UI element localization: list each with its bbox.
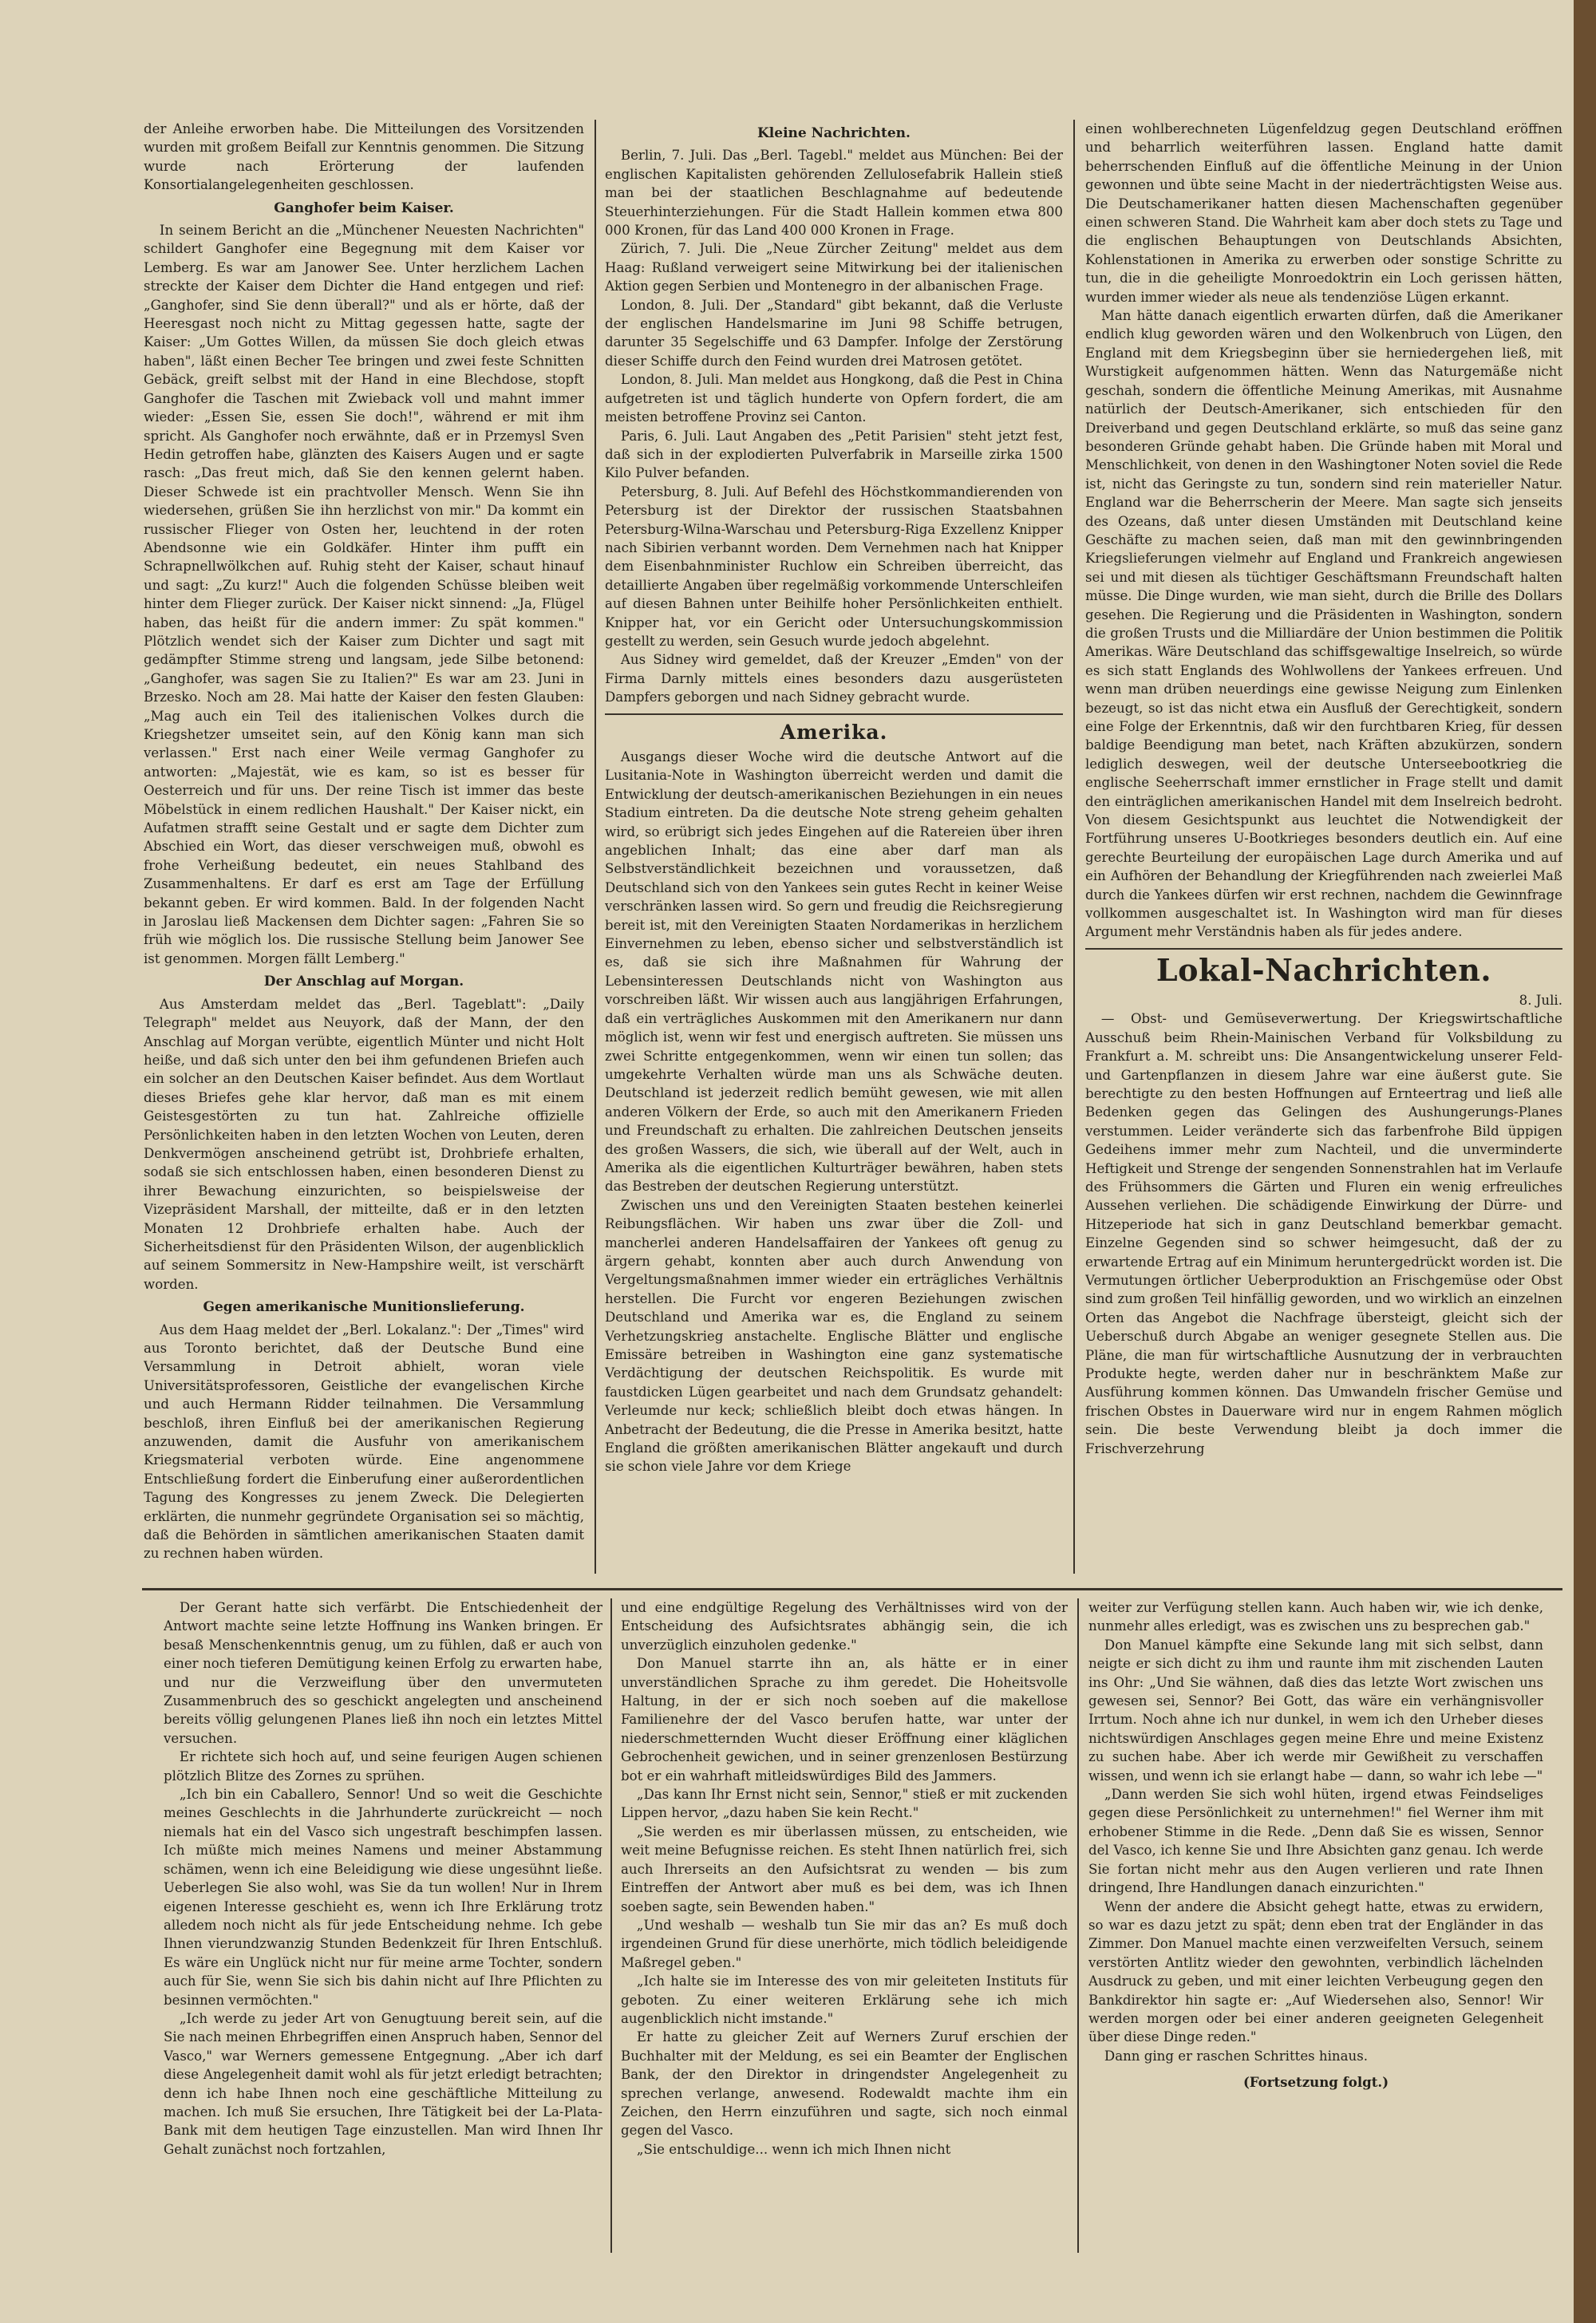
novel-c1-p4: „Ich werde zu jeder Art von Genugtuung bereit sein, auf die Sie nach meinen Ehrbegriffen einen Anspruch haben, Sennor del Vasco," war Werners gemessene Entgegnung. „Aber ich darf diese Angelegenheit damit wohl als für jetzt erledigt betrachten; denn ich habe Ihnen noch eine geschäftliche Mitteilung zu machen. Ich muß Sie ersuchen, Ihre Tätigkeit bei der La-Plata-Bank mit dem heutigen Tage einzustellen. Man wird Ihnen Ihr Gehalt zunächst noch fortzahlen, — [164, 2010, 602, 2157]
anleihe-paragraph: der Anleihe erworben habe. Die Mitteilungen des Vorsitzenden wurden mit großem Beifall zur Kenntnis genommen. Die Sitzung wurde nach Erörterung der laufenden Konsortialangelegenheiten geschlossen. — [144, 121, 584, 193]
column-2 — [605, 120, 1063, 1572]
novel-c2-p7: Er hatte zu gleicher Zeit auf Werners Zuruf erschien der Buchhalter mit der Meldung, es sei ein Beamter der Englischen Bank, der den Direktor in dringendster Angelegenheit zu sprechen verlange, anwesend. Rodewaldt machte ihm ein Zeichen, den Herrn einzuführen und sagte, sich noch einmal gegen del Vasco. — [621, 2029, 1068, 2139]
novel-c2-p5: „Und weshalb — weshalb tun Sie mir das an? Es muß doch irgendeinen Grund für diese unerhörte, mich tödlich beleidigende Maßregel geben." — [621, 1917, 1068, 1970]
novel-c2-p8: „Sie entschuldige... wenn ich mich Ihnen nicht — [636, 2141, 951, 2157]
lokal-article: — Obst- und Gemüseverwertung. Der Kriegswirtschaftliche Ausschuß beim Rhein-Mainischen Verband für Volksbildung zu Frankfurt a. M. schreibt uns: Die Ansangentwickelung unserer Feld- und Gartenpflanzen in diesem Jahre war eine äußerst gute. Sie berechtigte zu den besten Hoffnungen auf Ernteertrag und ließ alle Bedenken gegen das Gelingen des Aushungerungs-Planes verstummen. Leider veränderte sich das farbenfrohe Bild üppigen Gedeihens immer mehr zum Nachteil, und die unverminderte Heftigkeit und Strenge der sengenden Sonnenstrahlen hat im Verlaufe des Frühsommers die Gärten und Fluren ein wenig erfreuliches Aussehen verliehen. Die schädigende Einwirkung der Dürre- und Hitzeperiode hat sich in ganz Deutschland bemerkbar gemacht. Einzelne Gegenden sind so schwer heimgesucht, daß der zu erwartende Ertrag auf ein Minimum heruntergedrückt worden ist. Die Vermutungen örtlicher Ueberproduktion an Frischgemüse oder Obst sind zum großen Teil hinfällig geworden, und wo wirklich an einzelnen Orten das Angebot die Nachfrage übersteigt, gleicht sich der Ueberschuß durch Abgabe an weniger gesegnete Stellen aus. Die Pläne, die man für wirtschaftliche Ausnutzung der in verbrauchten Produkte hegte, werden daher nur in beschränktem Maße zur Ausführung kommen können. Das Umwandeln frischer Gemüse und frischen Obstes in Dauerware wird nur in engem Rahmen möglich sein. Die beste Verwendung bleibt ja doch immer die Frischverzehrung — [1085, 1011, 1562, 1456]
news-petersburg: Petersburg, 8. Juli. Auf Befehl des Höchstkommandierenden von Petersburg ist der Direktor der russischen Staatsbahnen Petersburg-Wilna-Warschau und Petersburg-Riga Exzellenz Knipper nach Sibirien verbannt worden. Dem Vernehmen nach hat Knipper dem Eisenbahnminister Ruchlow ein Schreiben überreicht, das detaillierte Angaben über regelmäßig vorkommende Unterschleifen auf diesen Bahnen unter Beihilfe hoher Persönlichkeiten enthielt. Knipper hat, vor ein Gericht oder Untersuchungskommission gestellt zu werden, sein Gesuch wurde jedoch abgelehnt. — [605, 484, 1063, 649]
novel-c1-p1: Der Gerant hatte sich verfärbt. Die Entschiedenheit der Antwort machte seine letzte Hoffnung ins Wanken bringen. Er besaß Menschenkenntnis genug, um zu fühlen, daß er auch von einer noch tieferen Demütigung keinen Erfolg zu erwarten habe, und nur die Verzweiflung über den unvermuteten Zusammenbruch des so geschickt angelegten und anscheinend bereits völlig gelungenen Planes ließ ihn noch ein letztes Mittel versuchen. — [164, 1600, 602, 1746]
novel-c2-p4: „Sie werden es mir überlassen müssen, zu entscheiden, wie weit meine Befugnisse reichen. Es steht Ihnen natürlich frei, sich auch Ihrerseits an den Aufsichtsrat zu wenden — bis zum Eintreffen der Antwort aber muß es bei dem, was ich Ihnen soeben sagte, sein Bewenden haben." — [621, 1823, 1068, 1914]
ganghofer-article: In seinem Bericht an die „Münchener Neuesten Nachrichten" schildert Ganghofer eine Begegnung mit dem Kaiser vor Lemberg. Es war am Janower See. Unter herzlichem Lachen streckte der Kaiser dem Dichter die Hand entgegen und rief: „Ganghofer, sind Sie denn überall?" und als er hörte, daß der Heeresgast noch nicht zu Mittag gegessen hatte, sagte der Kaiser: „Um Gottes Willen, da müssen Sie doch gleich etwas haben", läßt einen Becher Tee bringen und zwei feste Schnitten Gebäck, greift selbst mit der Hand in eine Blechdose, stopft Ganghofer die Taschen mit Zwieback voll und mahnt immer wieder: „Essen Sie, essen Sie doch!", während er mit ihm spricht. Als Ganghofer noch erwähnte, daß er in Przemysl Sven Hedin getroffen habe, glänzten des Kaisers Augen und er sagte rasch: „Das freut mich, daß Sie den kennen gelernt haben. Dieser Schwede ist ein prachtvoller Mensch. Wenn Sie ihn wiedersehen, grüßen Sie ihn herzlichst von mir." Da kommt ein russischer Flieger von Osten her, leuchtend in der roten Abendsonne wie ein Goldkäfer. Hinter ihm pufft ein Schrapnellwölkchen auf. Ruhig steht der Kaiser, schaut hinauf und sagt: „Zu kurz!" Auch die folgenden Schüsse bleiben weit hinter dem Flieger zurück. Der Kaiser nickt sinnend: „Ja, Flügel haben, das heißt für die andern immer: Zu spät kommen." Plötzlich wendet sich der Kaiser zum Dichter und sagt mit gedämpfter Stimme streng und langsam, jede Silbe betonend: „Ganghofer, was sagen Sie zu Italien?" Es war am 23. Juni in Brzesko. Noch am 28. Mai hatte der Kaiser den festen Glauben: „Mag auch ein Teil des italienischen Volkes durch die Kriegshetzer umseitet sein, auf den König kann man sich verlassen." Erst nach einer Weile vermag Ganghofer zu antworten: „Majestät, wie es kam, so ist es besser für Oesterreich und für uns. Der reine Tisch ist immer das beste Möbelstück in einem redlichen Haushalt." Der Kaiser nickt, ein Aufatmen strafft seine Gestalt und er sagte dem Dichter zum Abschied ein Wort, das dieser verschweigen muß, obwohl es frohe Verheißung bedeutet, ein neues Stahlband des Zusammenhaltens. Er darf es erst am Tage der Erfüllung bekannt geben. Er wird kommen. Bald. In der folgenden Nacht in Jaroslau ließ Mackensen dem Dichter sagen: „Fahren Sie so früh wie möglich los. Die russische Stellung beim Janower See ist genommen. Morgen fällt Lemberg." — [144, 223, 584, 966]
section-rule — [605, 713, 1063, 715]
news-berlin: Berlin, 7. Juli. Das „Berl. Tagebl." meldet aus München: Bei der englischen Kapitalisten gehörenden Zellulosefabrik Hallein stieß man bei der staatlichen Beschlagnahme auf bedeutende Steuerhinterziehungen. Für die Stadt Hallein kommen etwa 800 000 Kronen, für das Land 400 000 Kronen in Frage. — [605, 148, 1063, 239]
novel-divider-2 — [1077, 1598, 1079, 2253]
novel-column-1 — [164, 1598, 602, 2277]
novel-c2-p2: Don Manuel starrte ihn an, als hätte er in einer unverständlichen Sprache zu ihm geredet. Die Hoheitsvolle Haltung, in der er sich noch soeben auf die makellose Familienehre der del Vasco berufen hatte, war unter der niederschmetternden Wucht dieser Eröffnung einer kläglichen Gebrochenheit gewichen, und in seiner grenzenlosen Bestürzung bot er ein wahrhaft mitleidswürdiges Bild des Jammers. — [621, 1656, 1068, 1784]
heading-ganghofer: Ganghofer beim Kaiser. — [274, 200, 454, 216]
anschlag-article: Aus Amsterdam meldet das „Berl. Tageblatt": „Daily Telegraph" meldet aus Neuyork, daß der Mann, der den Anschlag auf Morgan verübte, eigentlich Münter und nicht Holt heiße, und daß sich unter den bei ihm gefundenen Briefen auch ein solcher an den Deutschen Kaiser befindet. Aus dem Wortlaut dieses Briefes gehe klar hervor, daß man es mit einem Geistesgestörten zu tun hat. Zahlreiche offizielle Persönlichkeiten haben in den letzten Wochen von Leuten, deren Denkvermögen anscheinend getrübt ist, Drohbriefe erhalten, sodaß sie sich entschlossen haben, einen besonderen Dienst zu ihrer Bewachung einzurichten, so beispielsweise der Vizepräsident Marshall, der mitteilte, daß er in den letzten Monaten 12 Drohbriefe erhalten habe. Auch der Sicherheitsdienst für den Präsidenten Wilson, der augenblicklich auf seinem Sommersitz in New-Hampshire weilt, ist verschärft worden. — [144, 996, 584, 1292]
novel-c3-p5: Dann ging er raschen Schrittes hinaus. — [1104, 2048, 1368, 2064]
heading-anschlag: Der Anschlag auf Morgan. — [263, 974, 464, 990]
column-1 — [144, 120, 584, 1572]
novel-c2-p6: „Ich halte sie im Interesse des von mir geleiteten Instituts für geboten. Zu einer weiteren Erklärung sehe ich mich augenblicklich nicht imstande." — [621, 1973, 1068, 2026]
lokal-date: 8. Juli. — [1519, 992, 1562, 1008]
novel-column-3 — [1088, 1598, 1543, 2277]
news-zuerich: Zürich, 7. Juli. Die „Neue Zürcher Zeitung" meldet aus dem Haag: Rußland verweigert seine Mitwirkung bei der italienischen Aktion gegen Serbien und Montenegro in der albanischen Frage. — [605, 241, 1063, 294]
novel-c3-p2: Don Manuel kämpfte eine Sekunde lang mit sich selbst, dann neigte er sich dicht zu ihm und raunte ihm mit zischenden Lauten ins Ohr: „Und Sie wähnen, daß dies das letzte Wort zwischen uns gewesen sei, Sennor? Bei Gott, das wäre ein verhängnisvoller Irrtum. Noch ahne ich nur dunkel, in wem ich den Urheber dieses nichtswürdigen Anschlages gegen meine Ehre und meine Existenz zu suchen habe. Aber ich werde mir Gewißheit zu verschaffen wissen, und wenn ich sie erlangt habe — dann, so wahr ich lebe —" — [1088, 1637, 1543, 1784]
novel-divider-1 — [610, 1598, 612, 2253]
column-3 — [1085, 120, 1562, 1572]
section-rule-lokal — [1085, 948, 1562, 950]
column-divider-2 — [1073, 120, 1075, 1574]
heading-lokal-nachrichten: Lokal-Nachrichten. — [1156, 951, 1492, 988]
amerika-paragraph-1: Ausgangs dieser Woche wird die deutsche Antwort auf die Lusitania-Note in Washington überreicht werden und damit die Entwicklung der deutsch-amerikanischen Beziehungen in ein neues Stadium eintreten. Da die deutsche Note streng geheim gehalten wird, so erübrigt sich jedes Eingehen auf die Ratereien über ihren angeblichen Inhalt; das eine aber darf man als Selbstverständlichkeit bezeichnen und voraussetzen, daß Deutschland sich von den Yankees sein gutes Recht in keiner Weise verschränken lassen wird. So gern und freudig die Reichsregierung bereit ist, mit den Vereinigten Staaten Nordamerikas in herzlichem Einvernehmen zu leben, ebenso sicher und selbstverständlich ist es, daß sie sich ihre Maßnahmen für Wahrung der Lebensinteressen Deutschlands nicht von Washington aus vorschreiben läßt. Wir wissen auch aus langjährigen Erfahrungen, daß ein verträgliches Auskommen mit den Amerikanern nur dann möglich ist, wenn wir fest und energisch auftreten. Sie müssen uns zwei Schritte entgegenkommen, wenn wir einen tun sollen; das umgekehrte Verhalten würde man uns als Schwäche deuten. Deutschland ist jederzeit redlich bemüht gewesen, wie mit allen anderen Völkern der Erde, so auch mit den Amerikanern Frieden und Freundschaft zu erhalten. Die zahlreichen Deutschen jenseits des großen Wassers, die sich, wie überall auf der Welt, auch in Amerika als die eigentlichen Kulturträger bewähren, haben stets das Bestreben der deutschen Regierung unterstützt. — [605, 749, 1063, 1195]
novel-c1-p2: Er richtete sich hoch auf, und seine feurigen Augen schienen plötzlich Blitze des Zornes zu sprühen. — [164, 1749, 602, 1784]
novel-c3-p4: Wenn der andere die Absicht gehegt hatte, etwas zu erwidern, so war es dazu jetzt zu spät; denn eben trat der Engländer in das Zimmer. Don Manuel machte einen verzweifelten Versuch, seinem verstörten Antlitz wieder den gewohnten, verbindlich lächelnden Ausdruck zu geben, und mit einer leichten Verbeugung gegen den Bankdirektor hin sagte er: „Auf Wiedersehen also, Sennor! Wir werden morgen oder bei einer anderen geeigneten Gelegenheit über diese Dinge reden." — [1088, 1898, 1543, 2045]
feuilleton-divider — [142, 1588, 1562, 1590]
heading-kleine-nachrichten: Kleine Nachrichten. — [757, 125, 911, 141]
amerika-paragraph-3: einen wohlberechneten Lügenfeldzug gegen Deutschland eröffnen und beharrlich weiterführen lassen. England hatte damit beherrschenden Einfluß auf die öffentliche Meinung in der Union gewonnen und übte seine Macht in der niederträchtigsten Weise aus. Die Deutschamerikaner hatten diesen Machenschaften gegenüber einen schweren Stand. Die Wahrheit kam aber doch stets zu Tage und die englischen Behauptungen von Deutschlands Absichten, Kohlenstationen in Amerika zu erwerben oder sonstige Schritte zu tun, die in die geheiligte Monroedoktrin ein Loch gerissen hätten, wurden immer wieder als neue als tendenziöse Lügen erkannt. — [1085, 121, 1562, 305]
heading-munition: Gegen amerikanische Munitionslieferung. — [203, 1299, 525, 1316]
page-edge-shadow — [1574, 0, 1596, 2323]
novel-c3-p3: „Dann werden Sie sich wohl hüten, irgend etwas Feindseliges gegen diese Persönlichkeit zu unternehmen!" fiel Werner ihm mit erhobener Stimme in die Rede. „Denn daß Sie es wissen, Sennor del Vasco, ich kenne Sie und Ihre Absichten ganz genau. Ich werde Sie fortan nicht mehr aus den Augen verlieren und rate Ihnen dringend, Ihre Handlungen danach einzurichten." — [1088, 1787, 1543, 1896]
column-divider-1 — [595, 120, 596, 1574]
continuation-note: (Fortsetzung folgt.) — [1242, 2074, 1389, 2091]
news-sidney: Aus Sidney wird gemeldet, daß der Kreuzer „Emden" von der Firma Darnly mittels eines besonders dazu ausgerüsteten Dampfers geborgen und nach Sidney gebracht wurde. — [605, 652, 1063, 705]
amerika-paragraph-2: Zwischen uns und den Vereinigten Staaten bestehen keinerlei Reibungsflächen. Wir haben uns zwar über die Zoll- und mancherlei anderen Handelsaffairen der Yankees oft genug zu ärgern gehabt, konnten aber auch durch Anwendung von Vergeltungsmaßnahmen immer wieder ein erträgliches Verhältnis herstellen. Die Furcht vor engeren Beziehungen zwischen Deutschland und Amerika war es, die England zu seinem Verhetzungskrieg anstachelte. Englische Blätter und englische Emissäre betreiben in Washington eine ganz systematische Verdächtigung der deutschen Reichspolitik. Es wurde mit faustdicken Lügen gearbeitet und nach dem Grundsatz gehandelt: Verleumde nur keck; schließlich bleibt doch etwas hängen. In Anbetracht der Bedeutung, die die Presse in Amerika besitzt, hatte England die größten amerikanischen Blätter angekauft und durch sie schon viele Jahre vor dem Kriege — [605, 1197, 1063, 1475]
heading-amerika: Amerika. — [780, 720, 888, 744]
novel-c2-p1: und eine endgültige Regelung des Verhältnisses wird von der Entscheidung des Aufsichtsrates abhängig sein, die ich unverzüglich einzuholen gedenke." — [621, 1600, 1068, 1653]
novel-c3-p1: weiter zur Verfügung stellen kann. Auch haben wir, wie ich denke, nunmehr alles erledigt, was es zwischen uns zu besprechen gab." — [1088, 1600, 1543, 1634]
munition-article: Aus dem Haag meldet der „Berl. Lokalanz.": Der „Times" wird aus Toronto berichtet, daß der Deutsche Bund eine Versammlung in Detroit abhielt, woran viele Universitätsprofessoren, Geistliche der evangelischen Kirche und auch Hermann Ridder teilnahmen. Die Versammlung beschloß, ihren Einfluß bei der amerikanischen Regierung anzuwenden, damit die Ausfuhr von amerikanischem Kriegsmaterial verboten würde. Eine angenommene Entschließung fordert die Einberufung einer außerordentlichen Tagung des Kongresses zu jenem Zweck. Die Delegierten erklärten, die nunmehr gegründete Organisation sei so mächtig, daß die Behörden in sämtlichen amerikanischen Staaten damit zu rechnen haben würden. — [144, 1322, 584, 1562]
novel-column-2 — [621, 1598, 1068, 2277]
novel-c2-p3: „Das kann Ihr Ernst nicht sein, Sennor," stieß er mit zuckenden Lippen hervor, „dazu haben Sie kein Recht." — [621, 1787, 1068, 1821]
news-london-2: London, 8. Juli. Man meldet aus Hongkong, daß die Pest in China aufgetreten ist und täglich hunderte von Opfern fordert, die am meisten betroffene Provinz sei Canton. — [605, 372, 1063, 425]
novel-c1-p3: „Ich bin ein Caballero, Sennor! Und so weit die Geschichte meines Geschlechts in die Jahrhunderte zurückreicht — noch niemals hat ein del Vasco sich ungestraft beschimpfen lassen. Ich müßte mich meines Namens und meiner Abstammung schämen, wenn ich eine Beleidigung wie diese ungesühnt ließe. Ueberlegen Sie also wohl, was Sie da tun wollen! Nur in Ihrem eigenen Interesse geschieht es, wenn ich Ihre Erklärung trotz alledem noch nicht als für jede Entscheidung nehme. Ich gebe Ihnen vierundzwanzig Stunden Bedenkzeit für Ihren Entschluß. Es wäre ein Unglück nicht nur für meine arme Tochter, sondern auch für Sie, wenn Sie sich bis dahin nicht auf Ihre Pflichten zu besinnen vermöchten." — [164, 1787, 602, 2008]
news-london-1: London, 8. Juli. Der „Standard" gibt bekannt, daß die Verluste der englischen Handelsmarine im Juni 98 Schiffe betrugen, darunter 35 Segelschiffe und 63 Dampfer. Infolge der Zerstörung dieser Schiffe durch den Feind wurden drei Matrosen getötet. — [605, 297, 1063, 369]
news-paris: Paris, 6. Juli. Laut Angaben des „Petit Parisien" steht jetzt fest, daß sich in der explodierten Pulverfabrik in Marseille zirka 1500 Kilo Pulver befanden. — [605, 428, 1063, 481]
amerika-paragraph-4: Man hätte danach eigentlich erwarten dürfen, daß die Amerikaner endlich klug geworden wären und den Wolkenbruch von Lügen, den England mit dem Kriegsbeginn über sie herniedergehen ließ, mit Wurstigkeit aufgenommen hätten. Wenn das Naturgemäße nicht geschah, sondern die öffentliche Meinung Amerikas, mit Ausnahme natürlich der Deutsch-Amerikaner, sich entschieden für den Dreiverband und gegen Deutschland erklärte, so muß das seine ganz besonderen Gründe gehabt haben. Die Gründe haben mit Moral und Menschlichkeit, von denen in den Washingtoner Noten soviel die Rede ist, nicht das Geringste zu tun, sondern sind rein materieller Natur. England war die Beherrscherin der Meere. Man sagte sich jenseits des Ozeans, daß unter diesen Umständen mit Deutschland keine Geschäfte zu machen seien, daß man mit den gewinnbringenden Kriegslieferungen vielmehr auf England und Frankreich angewiesen sei und mit diesen als tüchtiger Geschäftsmann Freundschaft halten müsse. Die Dinge wurden, wie man sieht, durch die Brille des Dollars gesehen. Die Regierung und die Präsidenten in Washington, sondern die großen Trusts und die Milliardäre der Union bestimmen die Politik Amerikas. Wäre Deutschland das schiffsgewaltige Inselreich, so würde es sich statt Englands des Wohlwollens der Yankees erfreuen. Und wenn man drüben neuerdings eine gewisse Neigung zum Einlenken bezeugt, so ist das nicht etwa ein Ausfluß der Gerechtigkeit, sondern eine Folge der Erkenntnis, daß wir den furchtbaren Krieg, für dessen baldige Beendigung man betet, nach Kräften abzukürzen, sondern lediglich deswegen, weil der deutsche Unterseebootkrieg die englische Seeherrschaft immer ernstlicher in Frage stellt und damit den einträglichen amerikanischen Handel mit dem Inselreich bedroht. Von diesem Gesichtspunkt aus leuchtet die Notwendigkeit der Fortführung unseres U-Bootkrieges besonders deutlich ein. Auf eine gerechte Beurteilung der europäischen Lage durch Amerika und auf ein Aufhören der Behandlung der Kriegführenden nach zweierlei Maß durch die Yankees dürfen wir erst rechnen, nachdem die Gewinnfrage vollkommen ausgeschaltet ist. In Washington wird man für dieses Argument mehr Verständnis haben als für jedes andere. — [1085, 308, 1562, 940]
